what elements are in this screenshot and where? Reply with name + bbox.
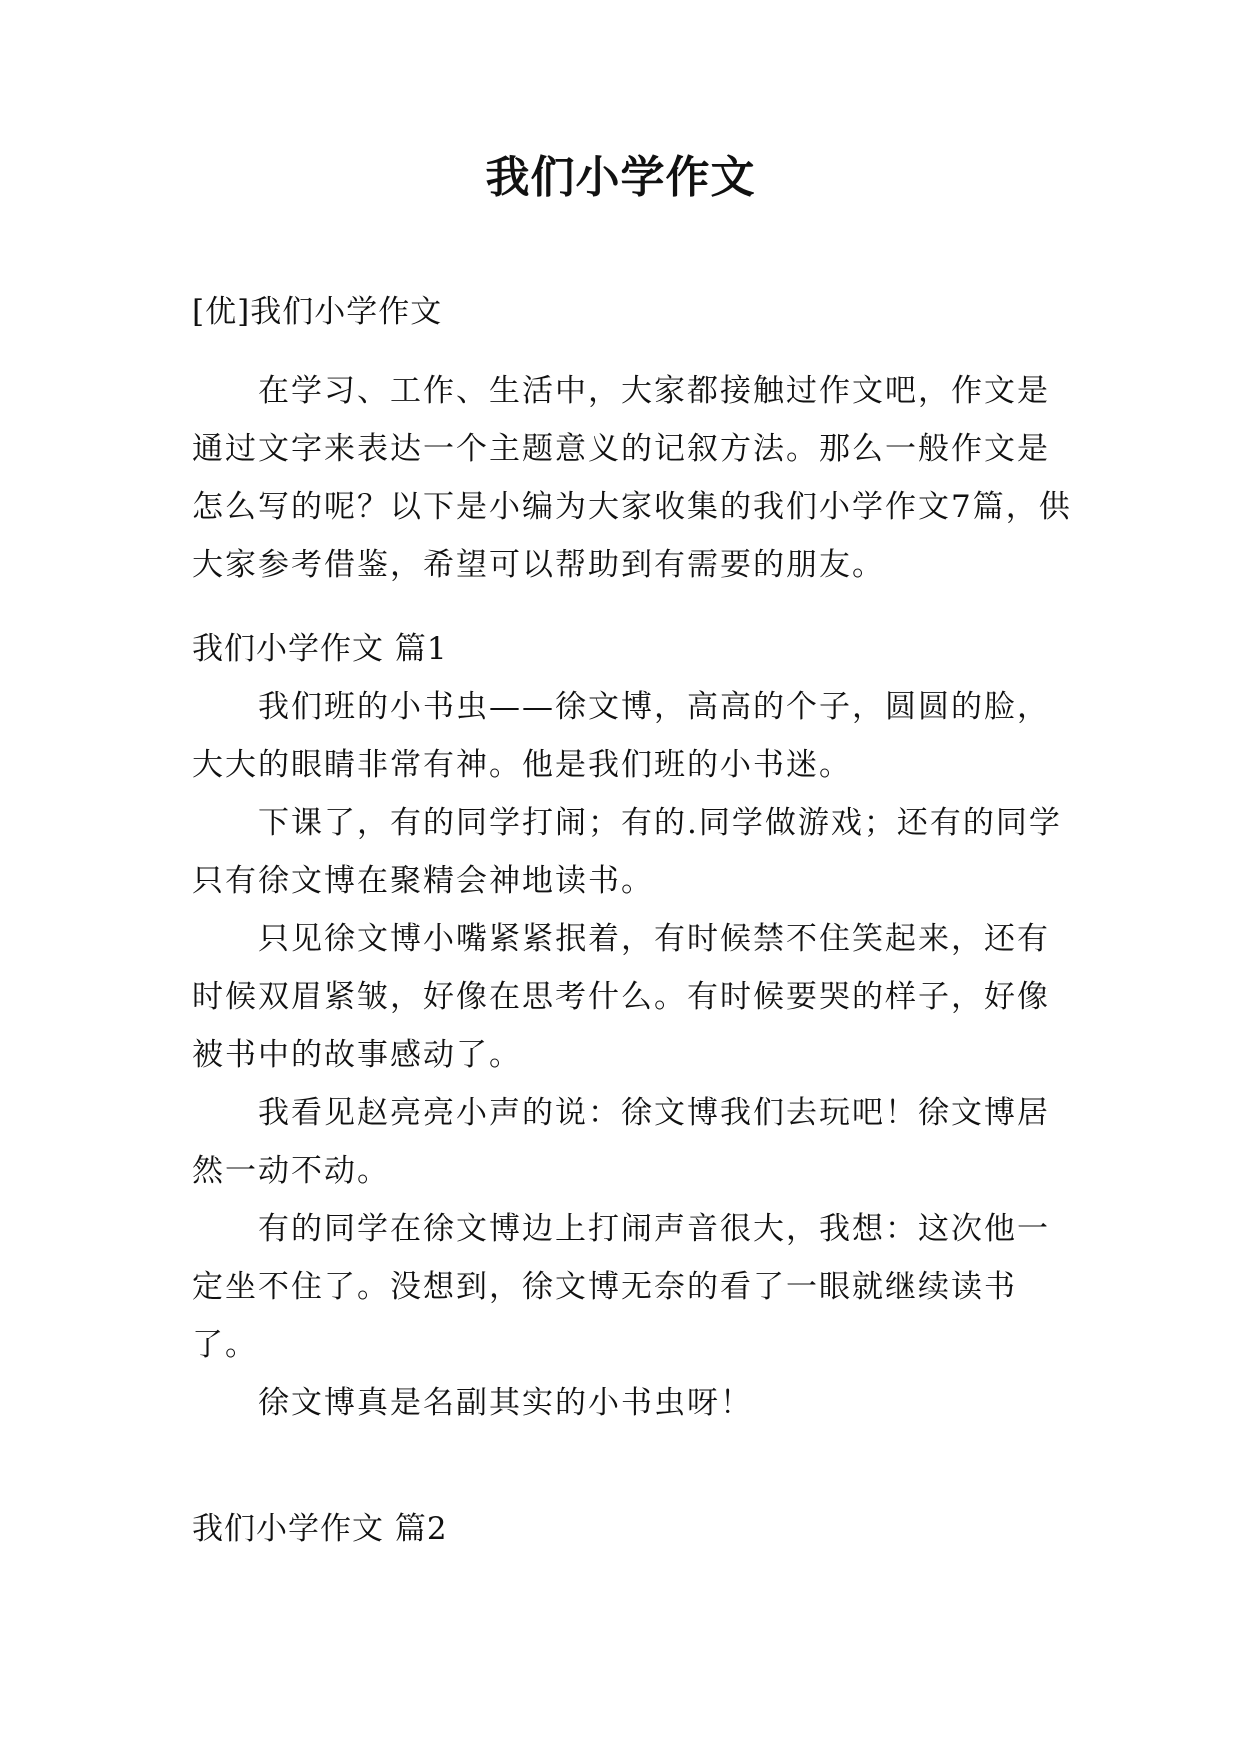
section-paragraph: 徐文博真是名副其实的小书虫呀！ bbox=[258, 1385, 753, 1421]
section-heading: 我们小学作文 篇2 bbox=[192, 1511, 448, 1547]
document-title: 我们小学作文 bbox=[485, 152, 756, 203]
section-paragraph: 下课了，有的同学打闹；有的.同学做游戏；还有的同学只有徐文博在聚精会神地读书。 bbox=[192, 805, 1062, 899]
section-heading: 我们小学作文 篇1 bbox=[192, 631, 448, 667]
section-2 bbox=[192, 1500, 1072, 1558]
section-1 bbox=[192, 620, 1072, 1432]
section-paragraph: 有的同学在徐文博边上打闹声音很大，我想：这次他一定坐不住了。没想到，徐文博无奈的看了一眼就继续读书了。 bbox=[192, 1211, 1050, 1363]
section-paragraph: 我看见赵亮亮小声的说：徐文博我们去玩吧！徐文博居然一动不动。 bbox=[192, 1095, 1050, 1189]
intro-paragraph: 在学习、工作、生活中，大家都接触过作文吧，作文是通过文字来表达一个主题意义的记叙方法。那么一般作文是怎么写的呢？以下是小编为大家收集的我们小学作文7篇，供大家参考借鉴，希望可以帮助到有需要的朋友。 bbox=[192, 373, 1072, 583]
intro-block bbox=[192, 362, 1072, 594]
section-paragraph: 只见徐文博小嘴紧紧抿着，有时候禁不住笑起来，还有时候双眉紧皱，好像在思考什么。有时候要哭的样子，好像被书中的故事感动了。 bbox=[192, 921, 1050, 1073]
document-subtitle: [优]我们小学作文 bbox=[192, 294, 443, 330]
section-paragraph: 我们班的小书虫——徐文博，高高的个子，圆圆的脸，大大的眼睛非常有神。他是我们班的小书迷。 bbox=[192, 689, 1050, 783]
